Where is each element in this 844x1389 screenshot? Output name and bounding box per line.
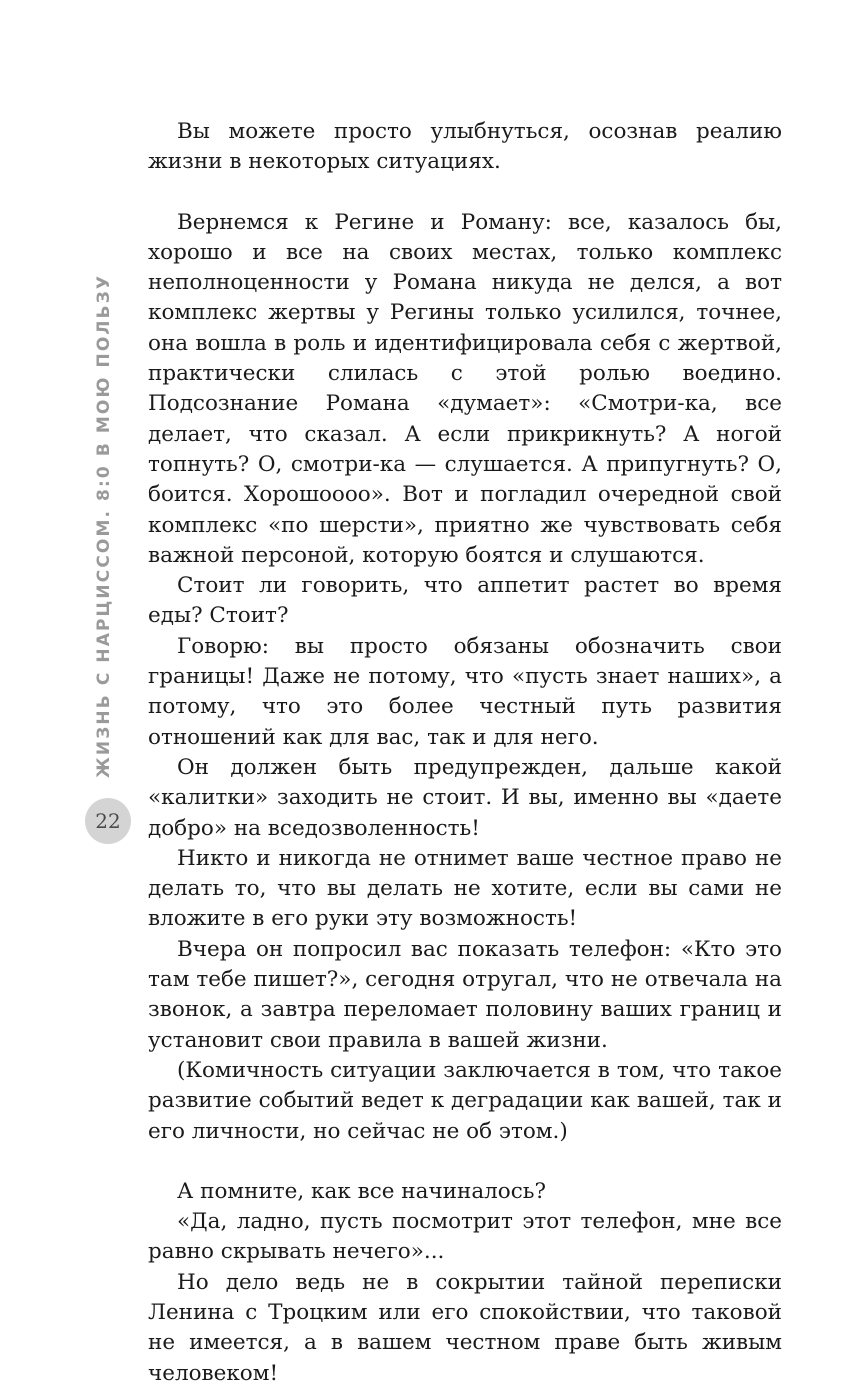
paragraph: Вчера он попросил вас показать телефон: «Кто это там тебе пишет?», сегодня отругал, что не отвечала на звонок, а завтра переломает половину ваших границ и установит свои правила в вашей жизни. (148, 936, 782, 1053)
paragraph: Он должен быть предупрежден, дальше какой «калитки» заходить не стоит. И вы, именно вы «даете добро» на вседозволенность! (148, 754, 782, 841)
paragraph: Стоит ли говорить, что аппетит растет во время еды? Стоит? (148, 573, 782, 629)
paragraph: Вы можете просто улыбнуться, осознав реалию жизни в некоторых ситуациях. (148, 119, 782, 175)
paragraph: А помните, как все начиналось? (177, 1178, 547, 1204)
body-text (148, 117, 782, 1389)
paragraph: (Комичность ситуации заключается в том, что такое развитие событий ведет к деградации как вашей, так и его личности, но сейчас не об этом.) (148, 1057, 782, 1144)
paragraph: «Да, ладно, пусть посмотрит этот телефон, мне все равно скрывать нечего»... (148, 1209, 782, 1265)
page-number-badge: 22 (85, 798, 131, 844)
paragraph: Вернемся к Регине и Роману: все, казалось бы, хорошо и все на своих местах, только комплекс неполноценности у Романа никуда не делся, а вот комплекс жертвы у Регины только усилился, точнее, она вошла в роль и идентифицировала себя с жертвой, практически слилась с этой ролью воедино. Подсознание Романа «думает»: «Смотри-ка, все делает, что сказал. А если прикрикнуть? А ногой топнуть? О, смотри-ка — слушается. А припугнуть? О, боится. Хорошоооо». Вот и погладил очередной свой комплекс «по шерсти», приятно же чувствовать себя важной персоной, которую боятся и слушаются. (148, 209, 782, 568)
paragraph: Никто и никогда не отнимет ваше честное право не делать то, что вы делать не хотите, если вы сами не вложите в его руки эту возможность! (148, 845, 782, 932)
running-head: ЖИЗНЬ С НАРЦИССОМ. 8:0 В МОЮ ПОЛЬЗУ (94, 273, 114, 778)
paragraph: Но дело ведь не в сокрытии тайной переписки Ленина с Троцким или его спокойствии, что таковой не имеется, а в вашем честном праве быть живым человеком! (148, 1269, 782, 1386)
paragraph: Говорю: вы просто обязаны обозначить свои границы! Даже не потому, что «пусть знает наших», а потому, что это более честный путь развития отношений как для вас, так и для него. (148, 633, 782, 750)
